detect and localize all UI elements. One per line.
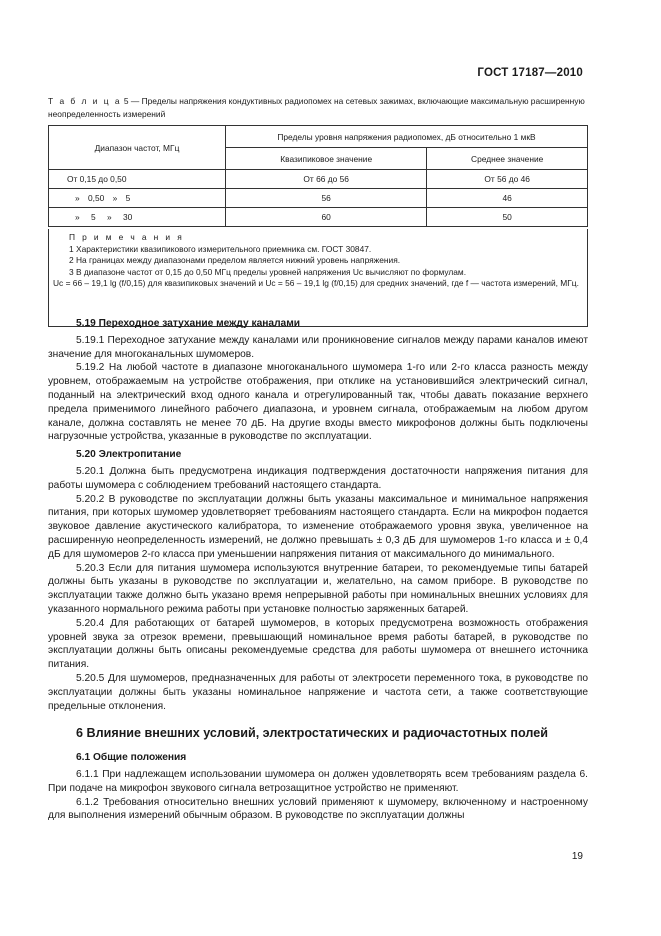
table-row [49,170,588,189]
group-header-limits: Пределы уровня напряжения радиопомех, дБ относительно 1 мкВ [226,126,588,148]
paragraph-5-19-1: 5.19.1 Переходное затухание между каналами или проникновение сигналов между парами каналов имеют значение для многоканальных шумомеров. [48,334,588,360]
section-5-19-heading: 5.19 Переходное затухание между каналами [76,318,301,329]
cell-quasipeak: 60 [226,208,427,227]
cell-average: От 56 до 46 [427,170,588,189]
paragraph-5-20-5: 5.20.5 Для шумомеров, предназначенных для работы от электросети переменного тока, в руководстве по эксплуатации должны быть указаны номинальное напряжение и частота сети, а также соответствующие предельные отклонения. [48,672,588,712]
paragraph-5-19-2: 5.19.2 На любой частоте в диапазоне многоканального шумомера 1-го или 2-го класса разность между уровнем, отображаемым на устройстве отображения, при отклике на установившийся электрический сигнал, поданный на электрический вход одного канала и отрегулированный так, чтобы давать показание верхнего предела применимого линейного рабочего диапазона, и уровнем сигнала, отображаемым на любом другом канале, должна составлять не менее 70 дБ. На другие входы вместо микрофонов должны быть подключены нагрузочные устройства, указанные в руководстве по эксплуатации. [48,362,588,443]
paragraph-6-1-2: 6.1.2 Требования относительно внешних условий применяют к шумомеру, включенному и настроенному для выполнения измерений обычным образом. В руководстве по эксплуатации должны [48,796,588,822]
table-row [49,189,588,208]
col-header-quasipeak: Квазипиковое значение [226,148,427,170]
paragraph-5-20-2: 5.20.2 В руководстве по эксплуатации должны быть указаны максимальное и минимальное напряжения питания, при которых шумомер удовлетворяет требованиям настоящего стандарта. Если на микрофон подается звуковое давление акустического калибратора, то изменение отображаемого уровня звука, увеличенное на расширенную неопределенность измерений, не должно превышать ± 0,3 дБ для шумомеров 1-го класса и ± 0,4 дБ для шумомеров 2-го класса при уменьшении напряжения питания от максимального до минимального. [48,493,588,560]
paragraph-6-1-1: 6.1.1 При надлежащем использовании шумомера он должен удовлетворять всем требованиям раздела 6. При подаче на микрофон звукового сигнала ветрозащитное устройство не применяют. [48,768,588,794]
table-caption-prefix: Т а б л и ц а [48,96,122,106]
cell-average: 46 [427,189,588,208]
paragraph-5-20-1: 5.20.1 Должна быть предусмотрена индикация подтверждения достаточности напряжения питания для работы шумомера с соблюдением требований настоящего стандарта. [48,465,588,491]
main-text [48,313,588,823]
note-2: 2 На границах между диапазонами пределом является нижний уровень напряжения. [69,255,401,266]
cell-average: 50 [427,208,588,227]
cell-quasipeak: 56 [226,189,427,208]
table-caption-text: 5 — Пределы напряжения кондуктивных радиопомех на сетевых зажимах, включающие максимальную расширенную неопределенность измерений [48,96,585,119]
section-6-1-heading: 6.1 Общие положения [76,752,187,764]
paragraph-5-20-4: 5.20.4 Для работающих от батарей шумомеров, в которых предусмотрена возможность отображения уровней звука за отрезок времени, превышающий номинальное время работы батарей, в руководстве по эксплуатации должны быть описаны рекомендуемые средства для работы шумомера от внешнего источника питания. [48,617,588,671]
note-3a: 3 В диапазоне частот от 0,15 до 0,50 МГц пределы уровней напряжения Uc вычисляют по формулам. [69,266,467,277]
cell-quasipeak: От 66 до 56 [226,170,427,189]
document-id: ГОСТ 17187—2010 [477,67,583,79]
cell-range: » 5 » 30 [49,208,226,227]
note-1: 1 Характеристики квазипикового измерительного приемника см. ГОСТ 30847. [69,243,372,254]
cell-range: » 0,50 » 5 [49,189,226,208]
col-header-average: Среднее значение [427,148,588,170]
page-number: 19 [571,851,583,862]
section-5-20-heading: 5.20 Электропитание [76,449,182,461]
table-caption [48,95,588,120]
col-header-frequency: Диапазон частот, МГц [49,126,226,170]
section-6-heading: 6 Влияние внешних условий, электростатических и радиочастотных полей [76,726,548,741]
note-3b: Uc = 66 – 19,1 lg (f/0,15) для квазипиковых значений и Uc = 56 – 19,1 lg (f/0,15) для средних значений, где f — частота измерений, МГц. [53,278,579,289]
cell-range: От 0,15 до 0,50 [49,170,226,189]
notes-title: П р и м е ч а н и я [69,232,185,242]
table-row [49,208,588,227]
limits-table [48,125,588,227]
paragraph-5-20-3: 5.20.3 Если для питания шумомера используются внутренние батареи, то рекомендуемые типы батарей должны быть указаны в руководстве по эксплуатации и, желательно, на самом приборе. В руководстве по эксплуатации также должно быть указано время непрерывной работы при номинальных внешних условиях для указанного нормального режима работы при установке полностью заряженных батарей. [48,562,588,615]
